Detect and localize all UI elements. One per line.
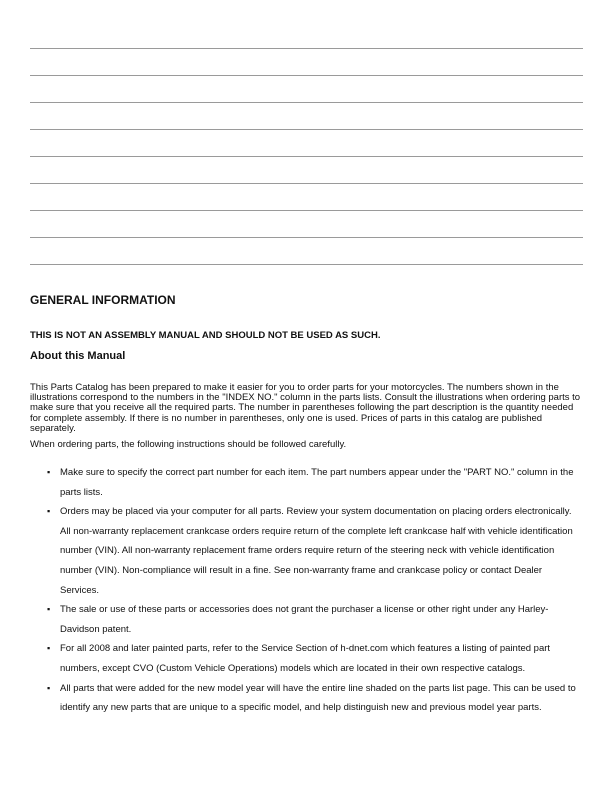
list-item-text: Make sure to specify the correct part number for each item. The part numbers appear under the "PART NO." column in the parts lists.	[60, 467, 574, 498]
rule-line	[30, 210, 583, 211]
content	[30, 293, 583, 718]
bullet-icon: ▪	[47, 643, 51, 654]
section-heading: GENERAL INFORMATION	[30, 293, 176, 307]
list-item-text: For all 2008 and later painted parts, refer to the Service Section of h-dnet.com which features a listing of painted part numbers, except CVO (Custom Vehicle Operations) models which are located in their own respective catalogs.	[60, 643, 551, 674]
list-item-text: Orders may be placed via your computer for all parts. Review your system documentation on placing orders electronically. All non-warranty replacement crankcase orders require return of the complete left crankcase half with vehicle identification number (VIN). All non-warranty replacement frame orders require return of the steering neck with vehicle identification number (VIN). Non-compliance will result in a fine. See non-warranty frame and crankcase policy or contact Dealer Services.	[60, 506, 573, 596]
list-item	[47, 502, 583, 600]
bullet-icon: ▪	[47, 506, 51, 517]
rule-line	[30, 156, 583, 157]
list-item	[47, 463, 583, 502]
rule-line	[30, 264, 583, 265]
list-item-text: All parts that were added for the new model year will have the entire line shaded on the parts list page. This can be used to identify any new parts that are unique to a specific model, and help distinguish new and previous model year parts.	[60, 682, 576, 714]
list-item-text: The sale or use of these parts or accessories does not grant the purchaser a license or other right under any Harley-Davidson patent.	[60, 604, 549, 635]
rule-line	[30, 237, 583, 238]
warning-notice: THIS IS NOT AN ASSEMBLY MANUAL AND SHOULD NOT BE USED AS SUCH.	[30, 330, 381, 341]
rule-line	[30, 183, 583, 184]
rule-line	[30, 48, 583, 49]
list-item	[47, 679, 583, 718]
bullet-icon: ▪	[47, 604, 51, 615]
rule-line	[30, 75, 583, 76]
instructions-list	[30, 463, 583, 718]
ruled-lines	[30, 48, 583, 291]
list-item	[47, 600, 583, 639]
instructions-lead: When ordering parts, the following instructions should be followed carefully.	[30, 439, 347, 451]
list-item	[47, 639, 583, 678]
rule-line	[30, 102, 583, 103]
intro-paragraph: This Parts Catalog has been prepared to make it easier for you to order parts for your motorcycles. The numbers shown in the illustrations correspond to the numbers in the "INDEX NO." column in the parts lists. Consult the illustrations when ordering parts to make sure that you receive all the required parts. The number in parentheses following the part description is the quantity needed for complete assembly. If there is no number in parentheses, only one is used. Prices of parts in this catalog are published separately.	[30, 382, 581, 434]
rule-line	[30, 129, 583, 130]
bullet-icon: ▪	[47, 467, 51, 478]
bullet-icon: ▪	[47, 682, 51, 693]
subheading: About this Manual	[30, 350, 126, 362]
